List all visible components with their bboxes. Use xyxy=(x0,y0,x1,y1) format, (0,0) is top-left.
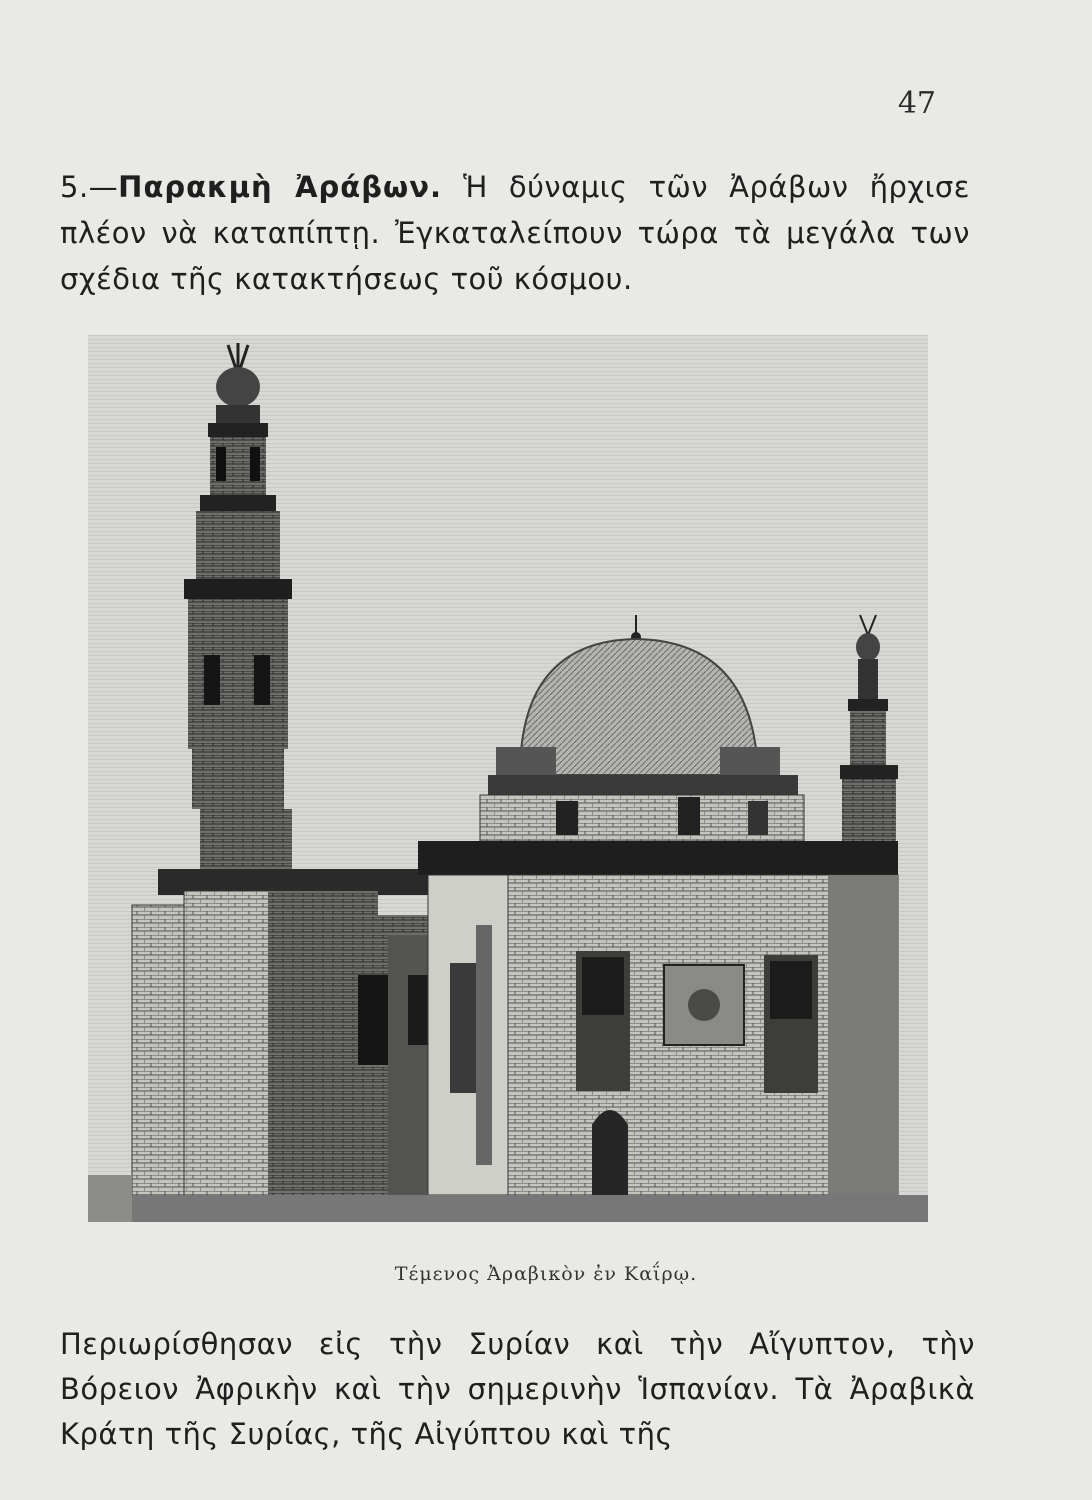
mosque-engraving xyxy=(88,335,928,1222)
text-line: Ἡ δύναμις τῶν Ἀράβων xyxy=(463,170,849,204)
section-title: Παρακμὴ Ἀράβων. xyxy=(118,170,442,204)
section-number: 5.— xyxy=(60,170,119,204)
main-facade xyxy=(428,875,898,1195)
text-line: Ἀραβικὰ Κράτη τῆς Συρίας, τῆς Αἰγύπτου καὶ τῆς xyxy=(60,1372,975,1451)
text-line: Βόρειον Ἀφρικὴν καὶ τὴν σημερινὴν Ἱσπανίαν. Τὰ xyxy=(60,1372,834,1406)
left-wing xyxy=(132,891,428,1195)
text-line: Περιωρίσθησαν εἰς τὴν Συρίαν καὶ τὴν Αἴγυπτον, τὴν xyxy=(60,1327,975,1361)
body-paragraph xyxy=(60,1322,975,1457)
section-paragraph xyxy=(60,164,970,302)
page-number: 47 xyxy=(897,86,936,121)
text-line: μεγάλα των σχέδια τῆς κατακτήσεως τοῦ κόσμου. xyxy=(60,216,970,296)
figure-caption: Τέμενος Ἀραβικὸν ἐν Καΐρῳ. xyxy=(394,1263,698,1285)
text-line: ἤρχισε πλέον νὰ καταπίπτῃ. Ἐγκαταλείπουν τώρα τὰ xyxy=(60,170,970,250)
